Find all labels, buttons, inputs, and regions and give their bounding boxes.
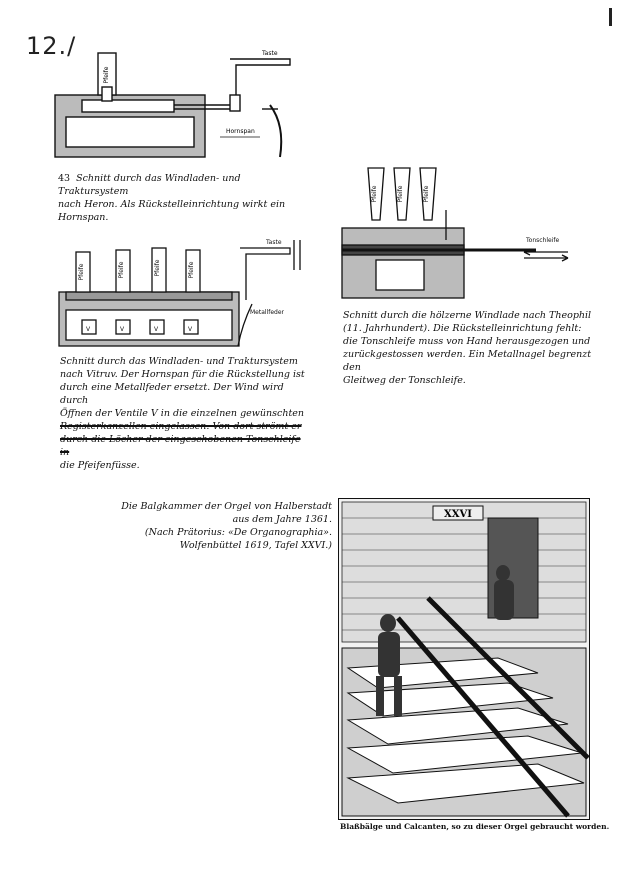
- heron-key-label: Taste: [262, 50, 278, 57]
- vitruv-pipe-label-4: Pfeife: [188, 261, 195, 279]
- valve-label-3: V: [154, 326, 159, 333]
- vitruv-key-label: Taste: [266, 239, 282, 246]
- woodcut-caption: Blaßbälge und Calcanten, so zu dieser Orgel gebraucht worden.: [340, 822, 610, 831]
- page-number-handwritten: 12./: [26, 32, 77, 60]
- theophil-slider-label: Tonschleife: [526, 237, 560, 244]
- heron-spring-label: Hornspan: [226, 128, 255, 135]
- vitruv-spring-label: Metallfeder: [250, 309, 285, 316]
- theophil-pipe-label-3: Pfeife: [423, 185, 430, 203]
- figure-number: 43: [58, 173, 71, 184]
- valve-label-4: V: [188, 326, 193, 333]
- heron-diagram: [50, 45, 310, 163]
- heron-caption: 43 Schnitt durch das Windladen- und Traktursystem nach Heron. Als Rückstelleinrichtung wirkt ein Hornspan.: [58, 173, 286, 223]
- valve-label-1: V: [86, 326, 91, 333]
- valve-label-2: V: [120, 326, 125, 333]
- vitruv-caption: Schnitt durch das Windladen- und Traktursystem nach Vitruv. Der Hornspan für die Rückstellung ist durch eine Metallfeder ersetzt. Der Wind wird durch Öffnen der Ventile V in die einzelnen gewünschten Registerkanzellen eingelassen. Von dort strömt er durch die Löcher der eingeschobenen Tonschleife in die Pfeifenfüsse.: [60, 356, 305, 471]
- plate-number: XXVI: [444, 509, 472, 520]
- theophil-caption: Schnitt durch die hölzerne Windlade nach Theophil (11. Jahrhundert). Die Rückstelleinrichtung fehlt: die Tonschleife muss von Hand herausgezogen und zurückgestossen werden. Ein Metallnagel begrenzt den Gleitweg der Tonschleife.: [343, 310, 592, 386]
- edge-mark: [609, 8, 612, 26]
- halberstadt-caption: Die Balgkammer der Orgel von Halberstadt aus dem Jahre 1361. (Nach Prätorius: «De Organographia». Wolfenbüttel 1619, Tafel XXVI.): [121, 501, 332, 551]
- theophil-pipe-label-1: Pfeife: [371, 185, 378, 203]
- vitruv-pipe-label-2: Pfeife: [118, 261, 125, 279]
- vitruv-pipe-label-3: Pfeife: [154, 259, 161, 277]
- vitruv-diagram: [54, 230, 310, 348]
- vitruv-pipe-label-1: Pfeife: [78, 263, 85, 281]
- bellows-chamber-woodcut: [338, 498, 590, 820]
- heron-pipe-label: Pfeife: [103, 66, 110, 84]
- theophil-pipe-label-2: Pfeife: [397, 185, 404, 203]
- theophil-diagram: [336, 160, 576, 300]
